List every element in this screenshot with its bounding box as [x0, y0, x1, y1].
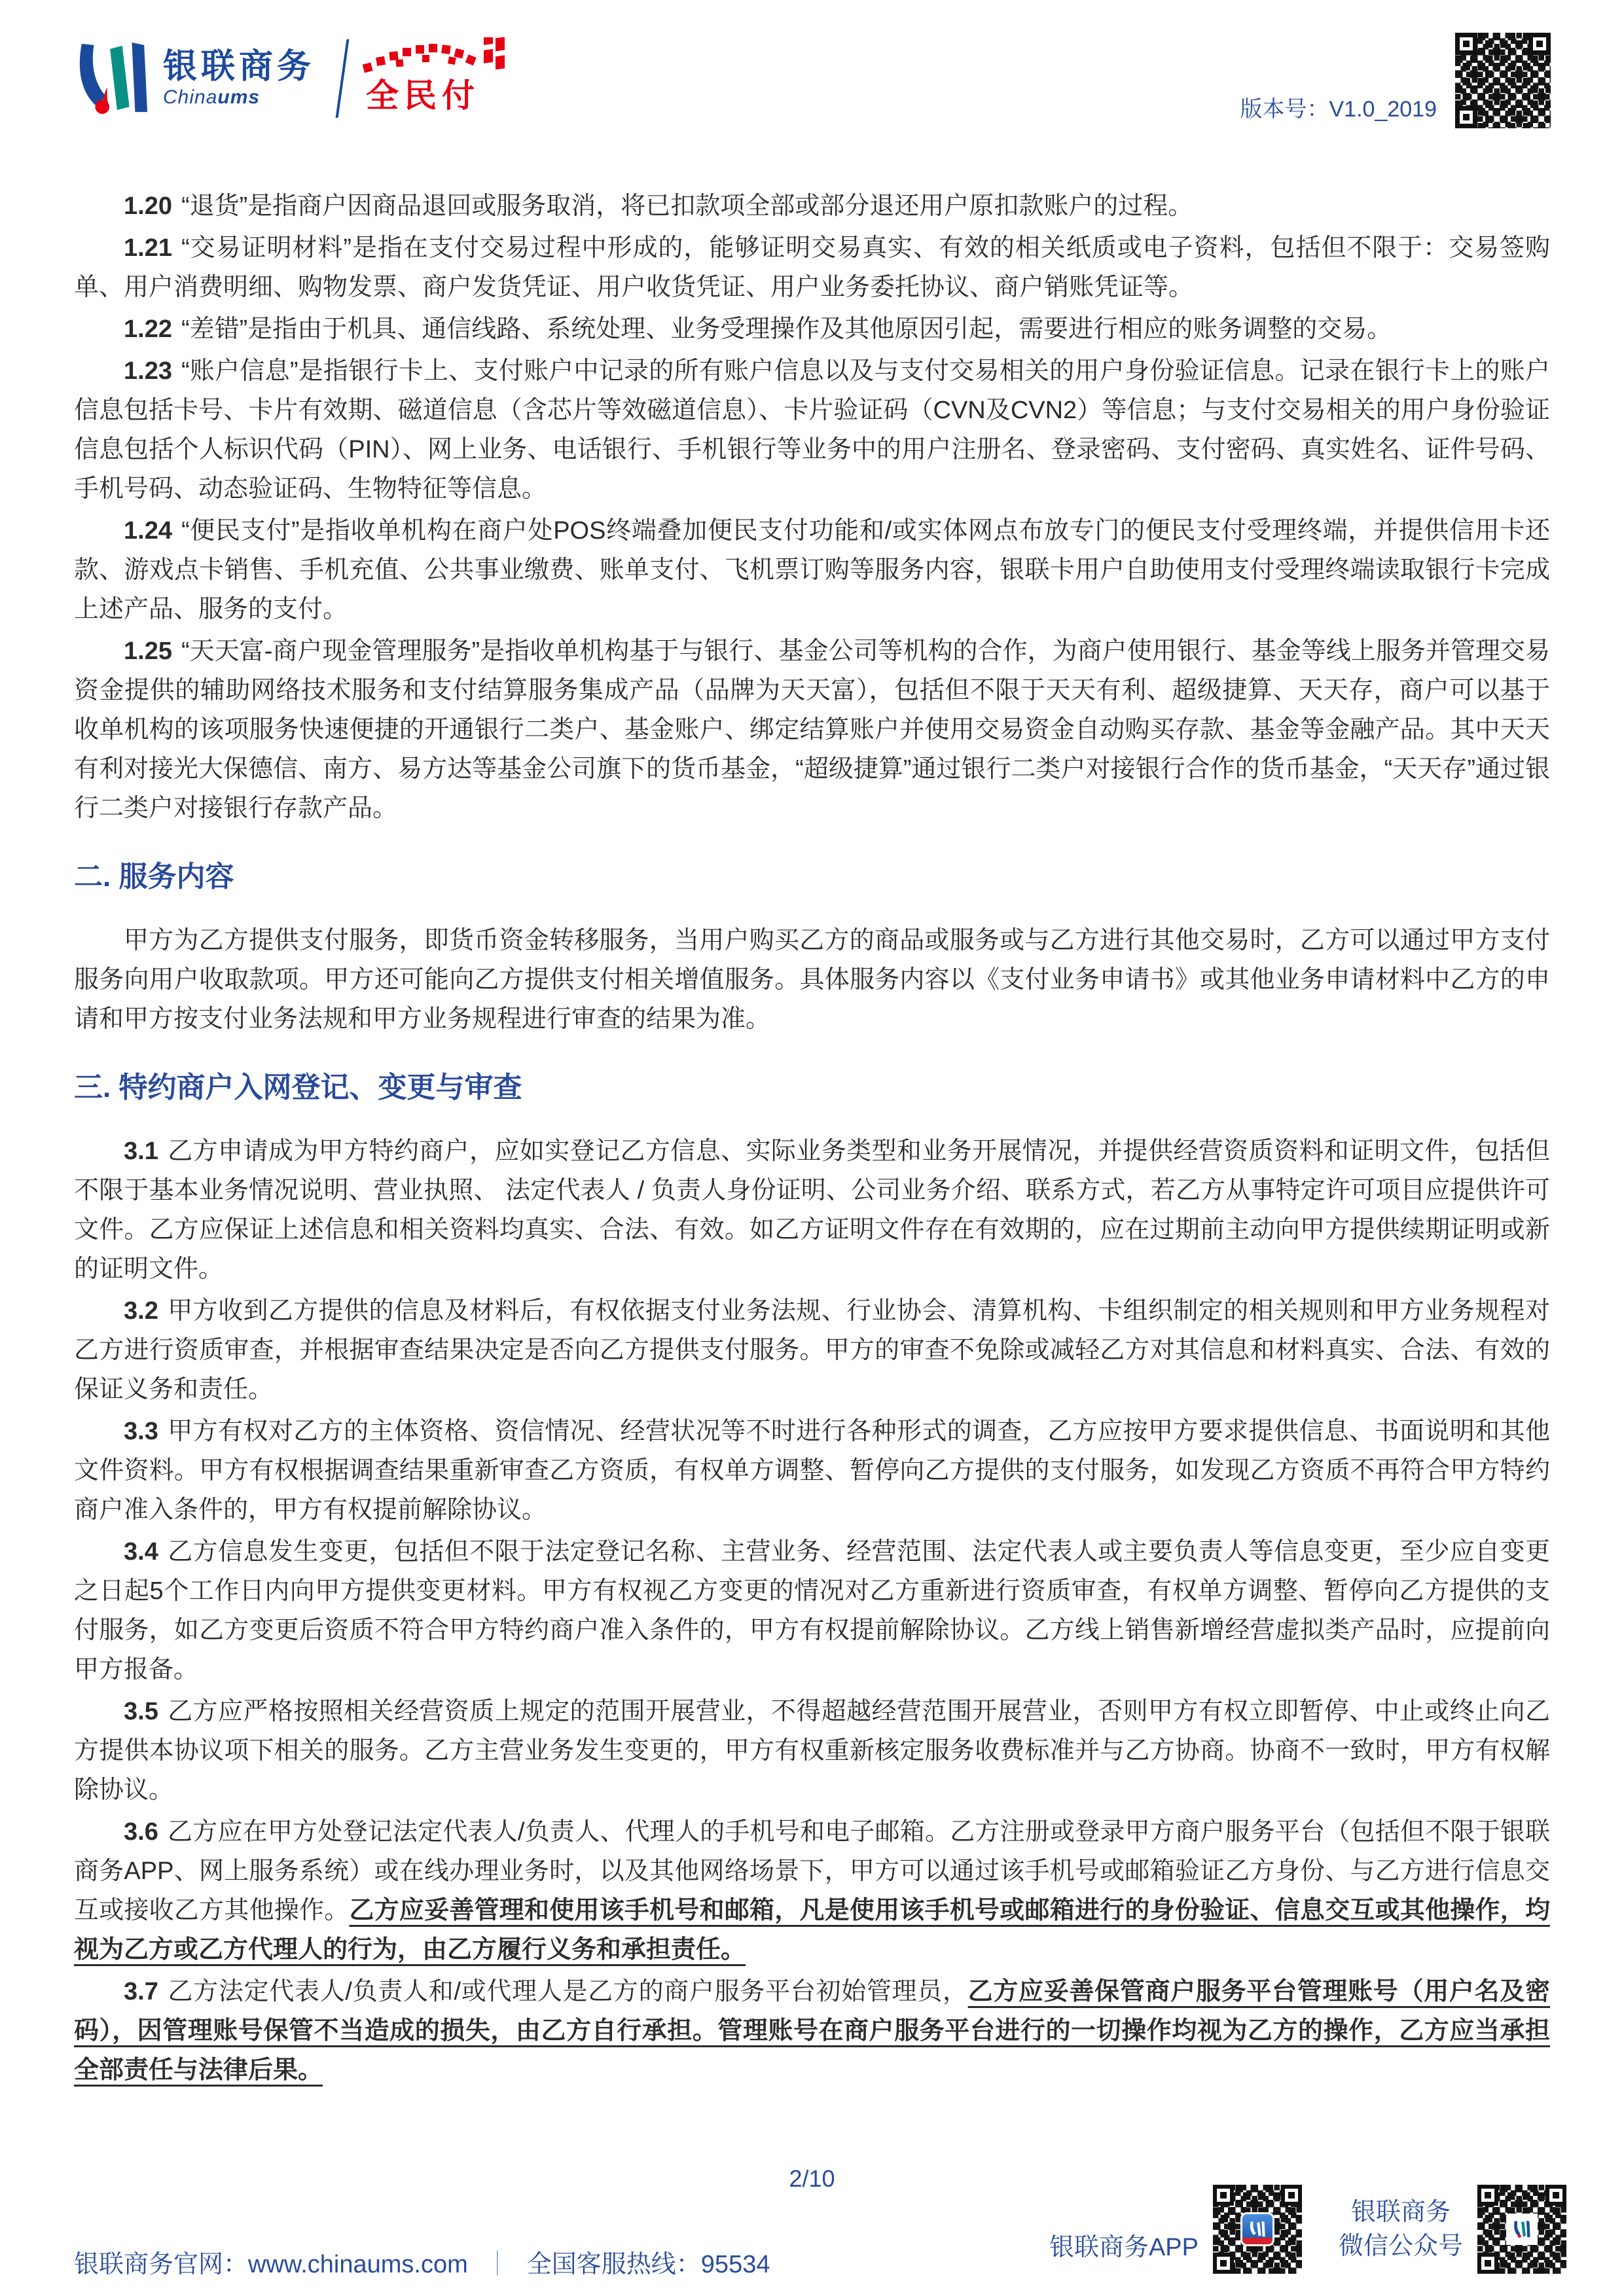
- brand-en-normal: China: [163, 86, 218, 108]
- app-qr-label: 银联商务APP: [1049, 2234, 1199, 2261]
- quanminfu-logo: [366, 45, 480, 112]
- brand-name-cn: 银联商务: [163, 48, 316, 86]
- clause-number: 3.1: [124, 1138, 158, 1165]
- clause-number: 1.21: [124, 234, 172, 262]
- ums-logo-chip: [1506, 2214, 1538, 2245]
- qr-finder-icon: [1477, 2185, 1498, 2206]
- clause-number: 1.24: [124, 517, 172, 545]
- footer-separator: ｜: [484, 2251, 510, 2278]
- clause-underlined-text: 乙方应妥善管理和使用该手机号和邮箱，凡是使用该手机号或邮箱进行的身份验证、信息交互或其他操作，均视为乙方或乙方代理人的行为，由乙方履行义务和承担责任。: [74, 1897, 1550, 1964]
- clause-number: 3.3: [124, 1418, 158, 1445]
- section-2-paragraph: [74, 921, 1550, 1039]
- clause-number: 3.7: [124, 1978, 158, 2005]
- chinaums-logo: [74, 39, 480, 118]
- clause-number: 1.25: [124, 637, 172, 665]
- clause-text: “便民支付”是指收单机构在商户处POS终端叠加便民支付功能和/或实体网点布放专门的便民支付受理终端，并提供信用卡还款、游戏点卡销售、手机充值、公共事业缴费、账单支付、飞机票订购等服务内容，银联卡用户自助使用支付受理终端读取银行卡完成上述产品、服务的支付。: [74, 517, 1550, 623]
- clause-text: 乙方申请成为甲方特约商户，应如实登记乙方信息、实际业务类型和业务开展情况，并提供经营资质资料和证明文件，包括但不限于基本业务情况说明、营业执照、 法定代表人 / 负责人身份证明、公司业务介绍、联系方式，若乙方从事特定许可项目应提供许可文件。乙方应保证上述信息和相关资料均真实、合法、有效。如乙方证明文件存在有效期的，应在过期前主动向甲方提供续期证明或新的证明文件。: [74, 1138, 1550, 1283]
- clause-1-23: [74, 351, 1550, 509]
- page-number: 2/10: [789, 2165, 835, 2192]
- qr-finder-icon: [1455, 106, 1477, 128]
- qr-finder-icon: [1455, 33, 1477, 55]
- clause-1-20: [74, 187, 1550, 226]
- footer-contact: [74, 2244, 770, 2280]
- clause-1-21: [74, 228, 1550, 307]
- clause-text: “账户信息”是指银行卡上、支付账户中记录的所有账户信息以及与支付交易相关的用户身份验证信息。记录在银行卡上的账户信息包括卡号、卡片有效期、磁道信息（含芯片等效磁道信息）、卡片验证码（CVN及CVN2）等信息；与支付交易相关的用户身份验证信息包括个人标识代码（PIN）、网上业务、电话银行、手机银行等业务中的用户注册名、登录密码、支付密码、真实姓名、证件号码、手机号码、动态验证码、生物特征等信息。: [74, 357, 1550, 503]
- ums-logo-icon: [74, 40, 151, 117]
- clause-text: 乙方信息发生变更，包括但不限于法定登记名称、主营业务、经营范围、法定代表人或主要负责人等信息变更，至少应自变更之日起5个工作日内向甲方提供变更材料。甲方有权视乙方变更的情况对乙方重新进行资质审查，有权单方调整、暂停向乙方提供的支付服务，如乙方变更后资质不符合甲方特约商户准入条件的，甲方有权提前解除协议。乙方线上销售新增经营虚拟类产品时，应提前向甲方报备。: [74, 1538, 1550, 1683]
- section-2-heading: 二. 服务内容: [74, 861, 234, 893]
- header-qr-code: [1455, 33, 1551, 128]
- app-qr-code: [1213, 2185, 1302, 2274]
- wechat-qr-code: [1477, 2185, 1566, 2274]
- clause-text: “天天富-商户现金管理服务”是指收单机构基于与银行、基金公司等机构的合作，为商户使用银行、基金等线上服务并管理交易资金提供的辅助网络技术服务和支付结算服务集成产品（品牌为天天富），包括但不限于天天有利、超级捷算、天天存，商户可以基于收单机构的该项服务快速便捷的开通银行二类户、基金账户、绑定结算账户并使用交易资金自动购买存款、基金等金融产品。其中天天有利对接光大保德信、南方、易方达等基金公司旗下的货币基金，“超级捷算”通过银行二类户对接银行合作的货币基金，“天天存”通过银行二类户对接银行存款产品。: [74, 637, 1550, 822]
- clause-number: 1.23: [124, 357, 172, 385]
- hotline-label: 全国客服热线：95534: [526, 2251, 770, 2278]
- wechat-qr-label: [1339, 2195, 1463, 2263]
- brand-text: [163, 50, 315, 107]
- clause-text: 乙方应严格按照相关经营资质上规定的范围开展营业，不得超越经营范围开展营业，否则甲方有权立即暂停、中止或终止向乙方提供本协议项下相关的服务。乙方主营业务发生变更的，甲方有权重新核定服务收费标准并与乙方协商。协商不一致时，甲方有权解除协议。: [74, 1698, 1550, 1804]
- qr-finder-icon: [1213, 2253, 1234, 2274]
- clause-number: 3.2: [124, 1297, 158, 1325]
- section-3-heading: 三. 特约商户入网登记、变更与审查: [74, 1071, 522, 1103]
- footer-qr-group: [1049, 2185, 1566, 2274]
- clause-1-25: [74, 632, 1550, 828]
- clause-number: 1.22: [124, 315, 172, 343]
- clause-3-7: [74, 1972, 1550, 2090]
- clause-3-5: [74, 1692, 1550, 1810]
- version-label: 版本号：V1.0_2019: [1240, 97, 1437, 122]
- product-name: 全民付: [366, 77, 480, 114]
- qr-finder-icon: [1477, 2253, 1498, 2274]
- brand-en-bold: ums: [217, 86, 261, 108]
- checkered-flag-icon: [362, 37, 513, 100]
- qr-finder-icon: [1281, 2185, 1302, 2206]
- clause-text: 甲方有权对乙方的主体资格、资信情况、经营状况等不时进行各种形式的调查，乙方应按甲方要求提供信息、书面说明和其他文件资料。甲方有权根据调查结果重新审查乙方资质，有权单方调整、暂停向乙方提供的支付服务，如发现乙方资质不再符合甲方特约商户准入条件的，甲方有权提前解除协议。: [74, 1418, 1550, 1524]
- clause-underlined-text: 乙方应妥善保管商户服务平台管理账号（用户名及密码），因管理账号保管不当造成的损失，由乙方自行承担。管理账号在商户服务平台进行的一切操作均视为乙方的操作，乙方应当承担全部责任与法律后果。: [74, 1978, 1550, 2084]
- brand-name-en: [163, 88, 315, 107]
- wechat-label-line1: 银联商务: [1350, 2198, 1451, 2226]
- clause-number: 3.6: [124, 1818, 158, 1846]
- clause-3-6: [74, 1812, 1550, 1969]
- wechat-label-line2: 微信公众号: [1338, 2233, 1463, 2260]
- clause-text: “差错”是指由于机具、通信线路、系统处理、业务受理操作及其他原因引起，需要进行相应的账务调整的交易。: [181, 315, 1392, 343]
- website-label: 银联商务官网：www.chinaums.com: [74, 2251, 468, 2278]
- page-header: [74, 33, 1551, 144]
- logo-divider: [336, 39, 350, 118]
- contract-body: [74, 187, 1550, 2092]
- clause-number: 3.4: [124, 1538, 158, 1566]
- qr-finder-icon: [1545, 2185, 1566, 2206]
- clause-3-2: [74, 1291, 1550, 1409]
- clause-text: 乙方应在甲方处登记法定代表人/负责人、代理人的手机号和电子邮箱。乙方注册或登录甲方商户服务平台（包括但不限于银联商务APP、网上服务系统）或在线办理业务时，以及其他网络场景下，甲方可以通过该手机号或邮箱验证乙方身份、与乙方进行信息交互或接收乙方其他操作。: [74, 1818, 1550, 1924]
- app-icon: [1240, 2212, 1274, 2246]
- clause-text: “交易证明材料”是指在支付交易过程中形成的，能够证明交易真实、有效的相关纸质或电子资料，包括但不限于：交易签购单、用户消费明细、购物发票、商户发货凭证、用户收货凭证、用户业务委托协议、商户销账凭证等。: [74, 234, 1550, 301]
- clause-3-4: [74, 1532, 1550, 1689]
- clause-text: “退货”是指商户因商品退回或服务取消，将已扣款项全部或部分退还用户原扣款账户的过程。: [181, 192, 1193, 220]
- clause-1-22: [74, 310, 1550, 349]
- clause-text: 乙方法定代表人/负责人和/或代理人是乙方的商户服务平台初始管理员，: [167, 1978, 968, 2005]
- clause-1-24: [74, 511, 1550, 629]
- header-right: [1240, 33, 1551, 128]
- clause-number: 3.5: [124, 1698, 158, 1725]
- clause-3-1: [74, 1132, 1550, 1289]
- clause-text: 甲方收到乙方提供的信息及材料后，有权依据支付业务法规、行业协会、清算机构、卡组织制定的相关规则和甲方业务规程对乙方进行资质审查，并根据审查结果决定是否向乙方提供支付服务。甲方的审查不免除或减轻乙方对其信息和材料真实、合法、有效的保证义务和责任。: [74, 1297, 1550, 1403]
- clause-number: 1.20: [124, 192, 172, 220]
- clause-3-3: [74, 1412, 1550, 1530]
- qr-finder-icon: [1213, 2185, 1234, 2206]
- paragraph-text: 甲方为乙方提供支付服务，即货币资金转移服务，当用户购买乙方的商品或服务或与乙方进行其他交易时，乙方可以通过甲方支付服务向用户收取款项。甲方还可能向乙方提供支付相关增值服务。具体服务内容以《支付业务申请书》或其他业务申请材料中乙方的申请和甲方按支付业务法规和甲方业务规程进行审查的结果为准。: [74, 927, 1550, 1033]
- qr-finder-icon: [1528, 33, 1551, 55]
